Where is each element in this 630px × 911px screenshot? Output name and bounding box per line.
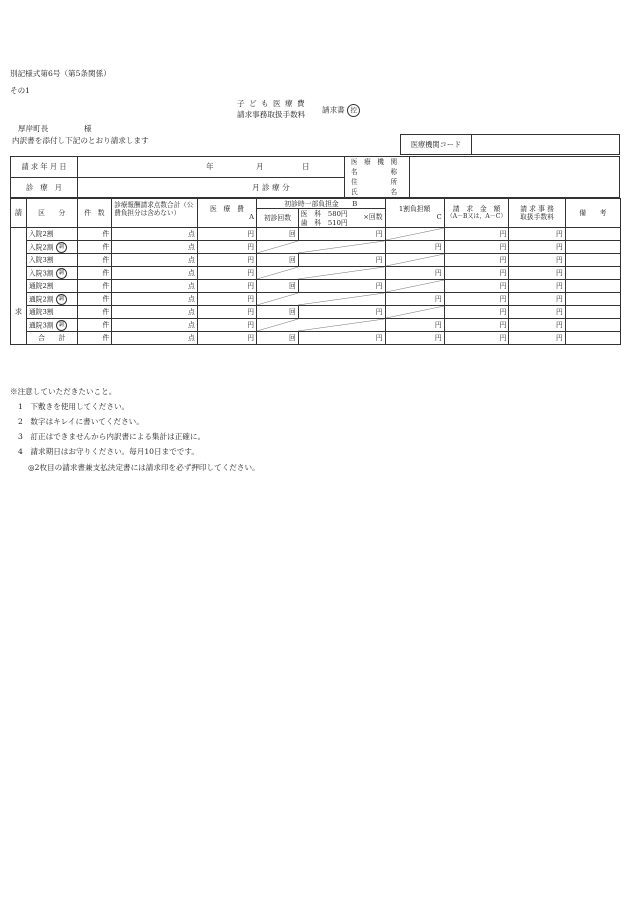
unit-yen: 円 [499, 230, 507, 238]
unit-count: 件 [102, 230, 110, 238]
medical-cost-cell[interactable] [197, 254, 256, 267]
ten-percent-cell[interactable] [385, 241, 444, 254]
count-cell[interactable] [77, 319, 112, 332]
claim-cell[interactable] [444, 267, 509, 280]
points-cell[interactable] [112, 319, 198, 332]
intro-text: 内訳書を添付し下記のとおり請求します [12, 136, 149, 145]
unit-yen: 円 [555, 308, 563, 316]
diagonal-strike [298, 293, 384, 305]
unit-yen: 円 [247, 321, 255, 329]
medical-cost-cell[interactable] [197, 241, 256, 254]
fee-cell[interactable] [509, 293, 565, 306]
table-row [11, 332, 621, 345]
col-times-visits: ×回数 [363, 213, 383, 221]
unit-count: 件 [102, 321, 110, 329]
fee-cell[interactable] [509, 332, 565, 345]
initial-visits-cell [257, 267, 299, 280]
initial-visits-cell [257, 241, 299, 254]
institution-labels [345, 157, 410, 198]
points-cell[interactable] [112, 267, 198, 280]
title-suffix-text: 請求書 [322, 105, 345, 115]
col-count: 件 数 [77, 199, 112, 228]
table-row [11, 280, 621, 293]
unit-count: 件 [102, 308, 110, 316]
table-row [11, 293, 621, 306]
unit-points: 点 [188, 269, 195, 277]
col-claim-sub: （A－B又は，A－C） [446, 213, 507, 220]
col-rate-medical-text: 医 科 580円 [300, 209, 348, 218]
unit-yen: 円 [499, 295, 507, 303]
claim-cell[interactable] [444, 306, 509, 319]
count-cell[interactable] [77, 228, 112, 241]
billing-table [10, 198, 621, 345]
remarks-cell[interactable] [565, 228, 620, 241]
header-block [10, 156, 620, 198]
ten-percent-cell [385, 254, 444, 267]
points-cell[interactable] [112, 280, 198, 293]
count-cell[interactable] [77, 306, 112, 319]
medical-cost-cell[interactable] [197, 332, 256, 345]
diagonal-strike [257, 241, 298, 253]
fee-cell[interactable] [509, 306, 565, 319]
points-cell[interactable] [112, 293, 198, 306]
col-fee-sub: 取扱手数料 [520, 213, 555, 221]
side-label-seikyu: 請 [14, 208, 23, 217]
table-row [11, 241, 621, 254]
unit-times: 回 [288, 308, 296, 316]
unit-yen: 円 [499, 269, 507, 277]
note-item: 1 下敷きを使用してください。 [18, 402, 130, 411]
initial-burden-cell[interactable] [298, 306, 385, 319]
note-item: 3 訂正はできませんから内訳書による集計は正確に。 [18, 432, 206, 441]
unit-times: 回 [288, 334, 296, 342]
col-ten-percent [385, 199, 444, 228]
points-cell[interactable] [112, 332, 198, 345]
remarks-cell[interactable] [565, 332, 620, 345]
unit-yen: 円 [434, 295, 442, 303]
remarks-cell[interactable] [565, 241, 620, 254]
col-claim-label: 請 求 金 額 [452, 205, 501, 213]
unit-yen: 円 [247, 282, 255, 290]
unit-yen: 円 [375, 282, 383, 290]
unit-yen: 円 [555, 321, 563, 329]
unit-points: 点 [188, 256, 195, 264]
unit-points: 点 [188, 295, 195, 303]
unit-count: 件 [102, 243, 110, 251]
initial-burden-cell [298, 293, 385, 306]
unit-count: 件 [102, 256, 110, 264]
claim-cell[interactable] [444, 293, 509, 306]
institution-label-line: 医 療 機 関 [351, 158, 398, 166]
treatment-month-unit: 月 診 療 分 [252, 183, 290, 192]
adjustment-mark: 調 [56, 294, 67, 305]
unit-yen: 円 [375, 230, 383, 238]
initial-visits-cell[interactable] [257, 280, 299, 293]
col-ten-percent-sub: C [436, 213, 442, 221]
initial-visits-cell[interactable] [257, 332, 299, 345]
row-category [26, 306, 77, 319]
row-category [26, 293, 77, 306]
initial-burden-cell [298, 267, 385, 280]
initial-burden-cell[interactable] [298, 332, 385, 345]
table-row [11, 254, 621, 267]
adjustment-mark: 調 [56, 320, 67, 331]
col-remarks: 備 考 [565, 199, 620, 228]
institution-label-line: 名 称 [351, 168, 398, 176]
row-category [26, 228, 77, 241]
diagonal-strike [257, 267, 298, 279]
unit-yen: 円 [247, 256, 255, 264]
col-medical-cost [197, 199, 256, 228]
unit-count: 件 [102, 295, 110, 303]
table-row [11, 228, 621, 241]
unit-yen: 円 [247, 295, 255, 303]
row-category [26, 254, 77, 267]
unit-yen: 円 [375, 256, 383, 264]
col-claim [444, 199, 509, 228]
count-cell[interactable] [77, 332, 112, 345]
institution-info-field[interactable] [410, 157, 619, 198]
unit-yen: 円 [247, 230, 255, 238]
col-fee [509, 199, 565, 228]
unit-yen: 円 [555, 295, 563, 303]
ten-percent-cell[interactable] [385, 319, 444, 332]
count-cell[interactable] [77, 254, 112, 267]
points-cell[interactable] [112, 228, 198, 241]
billing-year-unit: 年 [206, 162, 214, 171]
diagonal-strike [298, 319, 384, 331]
unit-yen: 円 [499, 334, 507, 342]
count-cell[interactable] [77, 293, 112, 306]
form-reference: 別記様式第6号（第5条関係） [10, 69, 111, 78]
remarks-cell[interactable] [565, 280, 620, 293]
unit-yen: 円 [434, 269, 442, 277]
ten-percent-cell[interactable] [385, 332, 444, 345]
unit-yen: 円 [434, 334, 442, 342]
count-cell[interactable] [77, 280, 112, 293]
adjustment-mark: 調 [56, 268, 67, 279]
fee-cell[interactable] [509, 267, 565, 280]
claim-cell[interactable] [444, 319, 509, 332]
row-category-label: 通院3割 [28, 308, 54, 316]
row-category-label: 通院2割 [28, 295, 54, 303]
fee-cell[interactable] [509, 319, 565, 332]
institution-label-line: 氏 名 [351, 188, 398, 196]
unit-times: 回 [288, 230, 296, 238]
diagonal-strike [298, 241, 384, 253]
unit-yen: 円 [555, 269, 563, 277]
ten-percent-cell[interactable] [385, 293, 444, 306]
row-category-label: 入院2割 [28, 230, 54, 238]
unit-points: 点 [188, 334, 195, 342]
initial-visits-cell [257, 319, 299, 332]
side-label-kyu: 求 [14, 307, 23, 316]
unit-yen: 円 [247, 269, 255, 277]
side-label [11, 199, 27, 228]
points-cell[interactable] [112, 306, 198, 319]
unit-points: 点 [188, 321, 195, 329]
ten-percent-cell [385, 280, 444, 293]
unit-points: 点 [188, 230, 195, 238]
col-rate-dental-text: 歯 科 510円 [300, 218, 348, 227]
col-initial-group: 初診時一部負担金 B [257, 199, 385, 209]
unit-yen: 円 [247, 334, 255, 342]
initial-burden-cell[interactable] [298, 280, 385, 293]
col-points-text: 診療報酬請求点数合計（公費負担分は含めない） [114, 201, 194, 218]
row-category [26, 280, 77, 293]
note-item: 4 請求期日はお守りください。毎月10日までです。 [18, 447, 199, 456]
unit-yen: 円 [434, 243, 442, 251]
unit-yen: 円 [434, 321, 442, 329]
col-ten-percent-label: 1割負担額 [398, 205, 431, 213]
title-line1: 子 ど も 医 療 費 [237, 99, 306, 108]
claim-cell[interactable] [444, 241, 509, 254]
diagonal-strike [257, 319, 298, 331]
ten-percent-cell [385, 306, 444, 319]
diagonal-strike [386, 228, 444, 240]
fee-cell[interactable] [509, 280, 565, 293]
institution-label-line: 住 所 [351, 178, 398, 186]
remarks-cell[interactable] [565, 319, 620, 332]
unit-yen: 円 [555, 243, 563, 251]
remarks-cell[interactable] [565, 267, 620, 280]
initial-burden-cell [298, 241, 385, 254]
unit-yen: 円 [555, 334, 563, 342]
unit-count: 件 [102, 334, 110, 342]
initial-visits-cell[interactable] [257, 254, 299, 267]
table-row [11, 306, 621, 319]
institution-code-field[interactable] [472, 135, 619, 154]
unit-yen: 円 [555, 282, 563, 290]
unit-yen: 円 [499, 282, 507, 290]
diagonal-strike [386, 254, 444, 266]
claim-cell[interactable] [444, 332, 509, 345]
unit-yen: 円 [375, 334, 383, 342]
row-category-label: 入院2割 [28, 243, 54, 251]
row-category [26, 267, 77, 280]
row-category-label: 入院3割 [28, 269, 54, 277]
title-line2: 請求事務取扱手数料 [237, 110, 306, 119]
initial-visits-cell[interactable] [257, 306, 299, 319]
unit-yen: 円 [499, 243, 507, 251]
medical-cost-cell[interactable] [197, 293, 256, 306]
unit-yen: 円 [375, 308, 383, 316]
row-category [26, 332, 77, 345]
row-category-label: 合 計 [38, 334, 66, 342]
addressee-honorific: 様 [84, 124, 92, 133]
remarks-cell[interactable] [565, 293, 620, 306]
unit-points: 点 [188, 282, 195, 290]
fee-cell[interactable] [509, 228, 565, 241]
diagonal-strike [386, 280, 444, 292]
ten-percent-cell [385, 228, 444, 241]
note-extra: ◎2枚目の請求書兼支払決定書には請求印を必ず押印してください。 [28, 463, 260, 472]
unit-yen: 円 [499, 256, 507, 264]
unit-yen: 円 [247, 308, 255, 316]
unit-count: 件 [102, 269, 110, 277]
initial-burden-cell[interactable] [298, 254, 385, 267]
claim-cell[interactable] [444, 280, 509, 293]
initial-burden-cell [298, 319, 385, 332]
row-category-label: 通院3割 [28, 321, 54, 329]
unit-yen: 円 [247, 243, 255, 251]
row-category-label: 入院3割 [28, 256, 54, 264]
remarks-cell[interactable] [565, 306, 620, 319]
initial-visits-cell[interactable] [257, 228, 299, 241]
table-row [11, 319, 621, 332]
unit-times: 回 [288, 256, 296, 264]
fee-cell[interactable] [509, 241, 565, 254]
row-category [26, 319, 77, 332]
col-points [112, 199, 198, 228]
initial-visits-cell [257, 293, 299, 306]
unit-times: 回 [288, 282, 296, 290]
points-cell[interactable] [112, 241, 198, 254]
col-fee-label: 請 求 事 務 [520, 205, 554, 213]
count-cell[interactable] [77, 241, 112, 254]
medical-cost-cell[interactable] [197, 267, 256, 280]
institution-code-box [400, 134, 620, 155]
col-medical-cost-label: 医 療 費 [209, 205, 244, 213]
claim-cell[interactable] [444, 228, 509, 241]
diagonal-strike [257, 293, 298, 305]
initial-burden-cell[interactable] [298, 228, 385, 241]
diagonal-strike [298, 267, 384, 279]
table-row [11, 267, 621, 280]
diagonal-strike [386, 306, 444, 318]
institution-code-label: 医療機関コード [401, 135, 472, 154]
treatment-month-field[interactable] [78, 178, 345, 198]
side-label [11, 228, 27, 345]
adjustment-mark: 調 [56, 242, 67, 253]
unit-points: 点 [188, 308, 195, 316]
notes-heading: ※注意していただきたいこと。 [10, 387, 117, 396]
treatment-month-label: 診 療 月 [11, 178, 78, 198]
col-initial-visits: 初診回数 [257, 209, 299, 228]
title-suffix [322, 104, 360, 117]
medical-cost-cell[interactable] [197, 306, 256, 319]
medical-cost-cell[interactable] [197, 319, 256, 332]
unit-yen: 円 [499, 308, 507, 316]
row-category [26, 241, 77, 254]
unit-yen: 円 [555, 230, 563, 238]
ten-percent-cell[interactable] [385, 267, 444, 280]
form-sono: その1 [10, 86, 31, 95]
medical-cost-cell[interactable] [197, 280, 256, 293]
remarks-cell[interactable] [565, 254, 620, 267]
fee-cell[interactable] [509, 254, 565, 267]
unit-points: 点 [188, 243, 195, 251]
medical-cost-cell[interactable] [197, 228, 256, 241]
col-category: 区 分 [26, 199, 77, 228]
points-cell[interactable] [112, 254, 198, 267]
count-cell[interactable] [77, 267, 112, 280]
col-medical-cost-sub: A [249, 213, 255, 221]
addressee-name: 厚岸町長 [18, 124, 49, 133]
claim-cell[interactable] [444, 254, 509, 267]
note-item: 2 数字はキレイに書いてください。 [18, 417, 144, 426]
billing-day-unit: 日 [302, 162, 310, 171]
billing-date-field[interactable] [78, 157, 345, 178]
row-category-label: 通院2割 [28, 282, 54, 290]
billing-month-unit: 月 [256, 162, 264, 171]
unit-count: 件 [102, 282, 110, 290]
copy-stamp-mark: 控 [347, 104, 360, 117]
billing-date-label: 請 求 年 月 日 [11, 157, 78, 178]
unit-yen: 円 [499, 321, 507, 329]
unit-yen: 円 [555, 256, 563, 264]
